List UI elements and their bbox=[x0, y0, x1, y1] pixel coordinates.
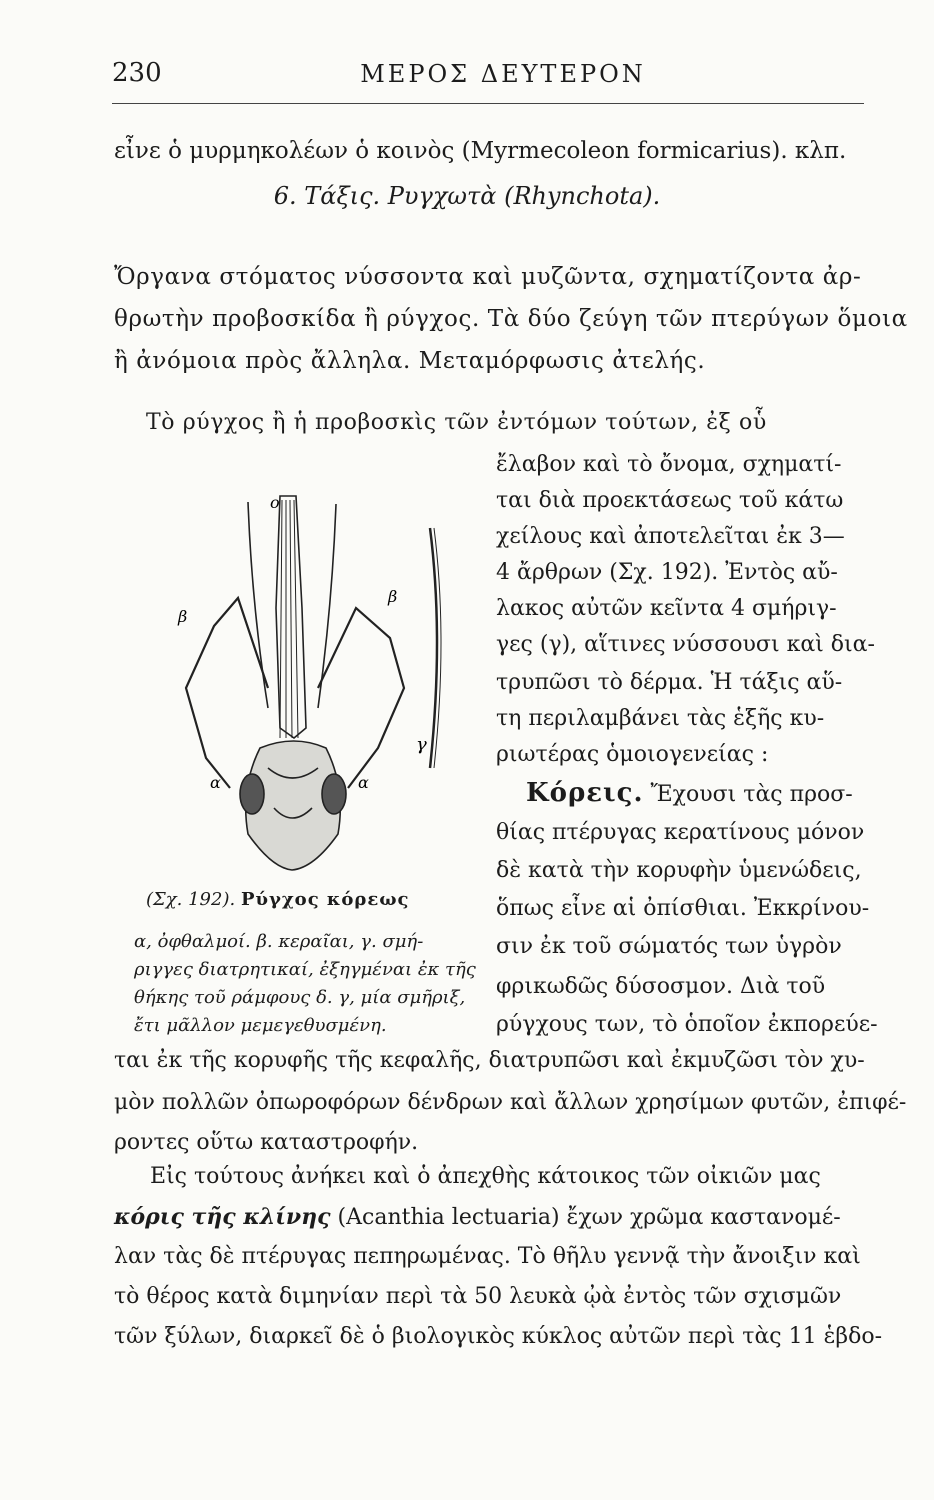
paragraph3-line bbox=[114, 1202, 841, 1233]
column-line: ἔλαβον καὶ τὸ ὄνομα, σχηματί- bbox=[496, 452, 842, 477]
koreis-line: φρικωδῶς δύσοσμον. Διὰ τοῦ bbox=[496, 974, 826, 999]
page-number: 230 bbox=[112, 58, 162, 88]
right-stylet-strand bbox=[318, 504, 336, 708]
paragraph2-first-line: Τὸ ρύγχος ἢ ἡ προβοσκὶς τῶν ἐντόμων τούτων, ἐξ οὗ bbox=[146, 410, 767, 435]
paragraph2-end-line: ροντες οὕτω καταστροφήν. bbox=[114, 1130, 419, 1155]
figure-caption-line: ριγγες διατρητικαί, ἐξηγμέναι ἐκ τῆς bbox=[134, 959, 476, 980]
paragraph1-line: Ὄργανα στόματος νύσσοντα καὶ μυζῶντα, σχηματίζοντα ἀρ- bbox=[114, 264, 862, 290]
label-alpha-left: α bbox=[210, 773, 221, 792]
paragraph2-end-line: μὸν πολλῶν ὀπωροφόρων δένδρων καὶ ἄλλων χρησίμων φυτῶν, ἐπιφέ- bbox=[114, 1090, 907, 1115]
koreis-line: σιν ἐκ τοῦ σώματός των ὑγρὸν bbox=[496, 934, 842, 959]
figure-caption-line: θήκης τοῦ ράμφους δ. γ, μία σμῆριξ, bbox=[134, 987, 466, 1008]
header-rule bbox=[112, 103, 864, 104]
figure-caption-line: α, ὀφθαλμοί. β. κεραῖαι, γ. σμή- bbox=[134, 931, 424, 952]
column-line: ριωτέρας ὁμοιογενείας : bbox=[496, 742, 769, 767]
paragraph1-line: θρωτὴν προβοσκίδα ἢ ρύγχος. Τὰ δύο ζεύγη τῶν πτερύγων ὅμοια bbox=[114, 306, 908, 332]
left-eye bbox=[240, 774, 264, 814]
koreis-line: ρύγχους των, τὸ ὁποῖον ἐκπορεύε- bbox=[496, 1012, 878, 1037]
section-heading: 6. Τάξις. Ρυγχωτὰ (Rhynchota). bbox=[273, 182, 661, 210]
caption-ref: (Σχ. 192). bbox=[146, 889, 236, 910]
koreis-term: Κόρεις. bbox=[526, 778, 644, 808]
paragraph1-line: ἢ ἀνόμοια πρὸς ἄλληλα. Μεταμόρφωσις ἀτελής. bbox=[114, 348, 706, 374]
figure-caption-title bbox=[146, 886, 409, 914]
intro-line: εἶνε ὁ μυρμηκολέων ὁ κοινὸς (Myrmecoleon formicarius). κλπ. bbox=[114, 138, 847, 164]
column-line: 4 ἄρθρων (Σχ. 192). Ἐντὸς αὔ- bbox=[496, 560, 838, 585]
caption-title: Ρύγχος κόρεως bbox=[240, 889, 410, 910]
koreis-line: θίας πτέρυγας κερατίνους μόνον bbox=[496, 820, 865, 845]
label-beta-left: β bbox=[178, 607, 188, 626]
koreis-text: Ἔχουσι τὰς προσ- bbox=[650, 782, 853, 807]
page-header bbox=[112, 58, 864, 98]
label-beta-right: β bbox=[388, 587, 398, 606]
column-line: λακος αὐτῶν κεῖντα 4 σμήριγ- bbox=[496, 596, 837, 621]
paragraph3-line: Εἰς τούτους ἀνήκει καὶ ὁ ἀπεχθὴς κάτοικος τῶν οἰκιῶν μας bbox=[150, 1164, 821, 1189]
bedbug-term: κόρις τῆς κλίνης bbox=[114, 1204, 331, 1230]
paragraph3-line: τῶν ξύλων, διαρκεῖ δὲ ὁ βιολογικὸς κύκλος αὐτῶν περὶ τὰς 11 ἑβδο- bbox=[114, 1324, 883, 1349]
column-line: γες (γ), αἵτινες νύσσουσι καὶ δια- bbox=[496, 632, 875, 657]
column-line: ται διὰ προεκτάσεως τοῦ κάτω bbox=[496, 488, 844, 513]
label-alpha-right: α bbox=[358, 773, 369, 792]
label-gamma: γ bbox=[416, 734, 427, 755]
running-head: ΜΕΡΟΣ ΔΕΥΤΕΡΟΝ bbox=[360, 60, 646, 88]
paragraph3-line: λαν τὰς δὲ πτέρυγας πεπηρωμένας. Τὸ θῆλυ γεννᾷ τὴν ἄνοιξιν καὶ bbox=[114, 1244, 861, 1269]
stylets bbox=[280, 500, 298, 738]
paragraph2-end-line: ται ἐκ τῆς κορυφῆς τῆς κεφαλῆς, διατρυπῶσι καὶ ἐκμυζῶσι τὸν χυ- bbox=[114, 1048, 865, 1073]
right-eye bbox=[322, 774, 346, 814]
column-line: τη περιλαμβάνει τὰς ἑξῆς κυ- bbox=[496, 706, 825, 731]
paragraph3-text: (Acanthia lectuaria) ἔχων χρῶμα καστανομέ- bbox=[330, 1205, 841, 1230]
figure-caption-line: ἔτι μᾶλλον μεμεγεθυσμένη. bbox=[134, 1015, 387, 1036]
single-stylet bbox=[430, 528, 437, 768]
paragraph3-line: τὸ θέρος κατὰ διμηνίαν περὶ τὰ 50 λευκὰ ᾠὰ ἐντὸς τῶν σχισμῶν bbox=[114, 1284, 842, 1309]
koreis-line: δὲ κατὰ τὴν κορυφὴν ὑμενώδεις, bbox=[496, 858, 862, 883]
bug-beak-figure bbox=[168, 488, 464, 888]
koreis-line: ὅπως εἶνε αἱ ὀπίσθιαι. Ἐκκρίνου- bbox=[496, 896, 870, 921]
figure-illustration bbox=[168, 488, 464, 888]
label-o: o bbox=[270, 493, 280, 512]
column-line: χείλους καὶ ἀποτελεῖται ἐκ 3— bbox=[496, 524, 845, 549]
koreis-line bbox=[526, 778, 853, 810]
column-line: τρυπῶσι τὸ δέρμα. Ἡ τάξις αὕ- bbox=[496, 670, 843, 695]
